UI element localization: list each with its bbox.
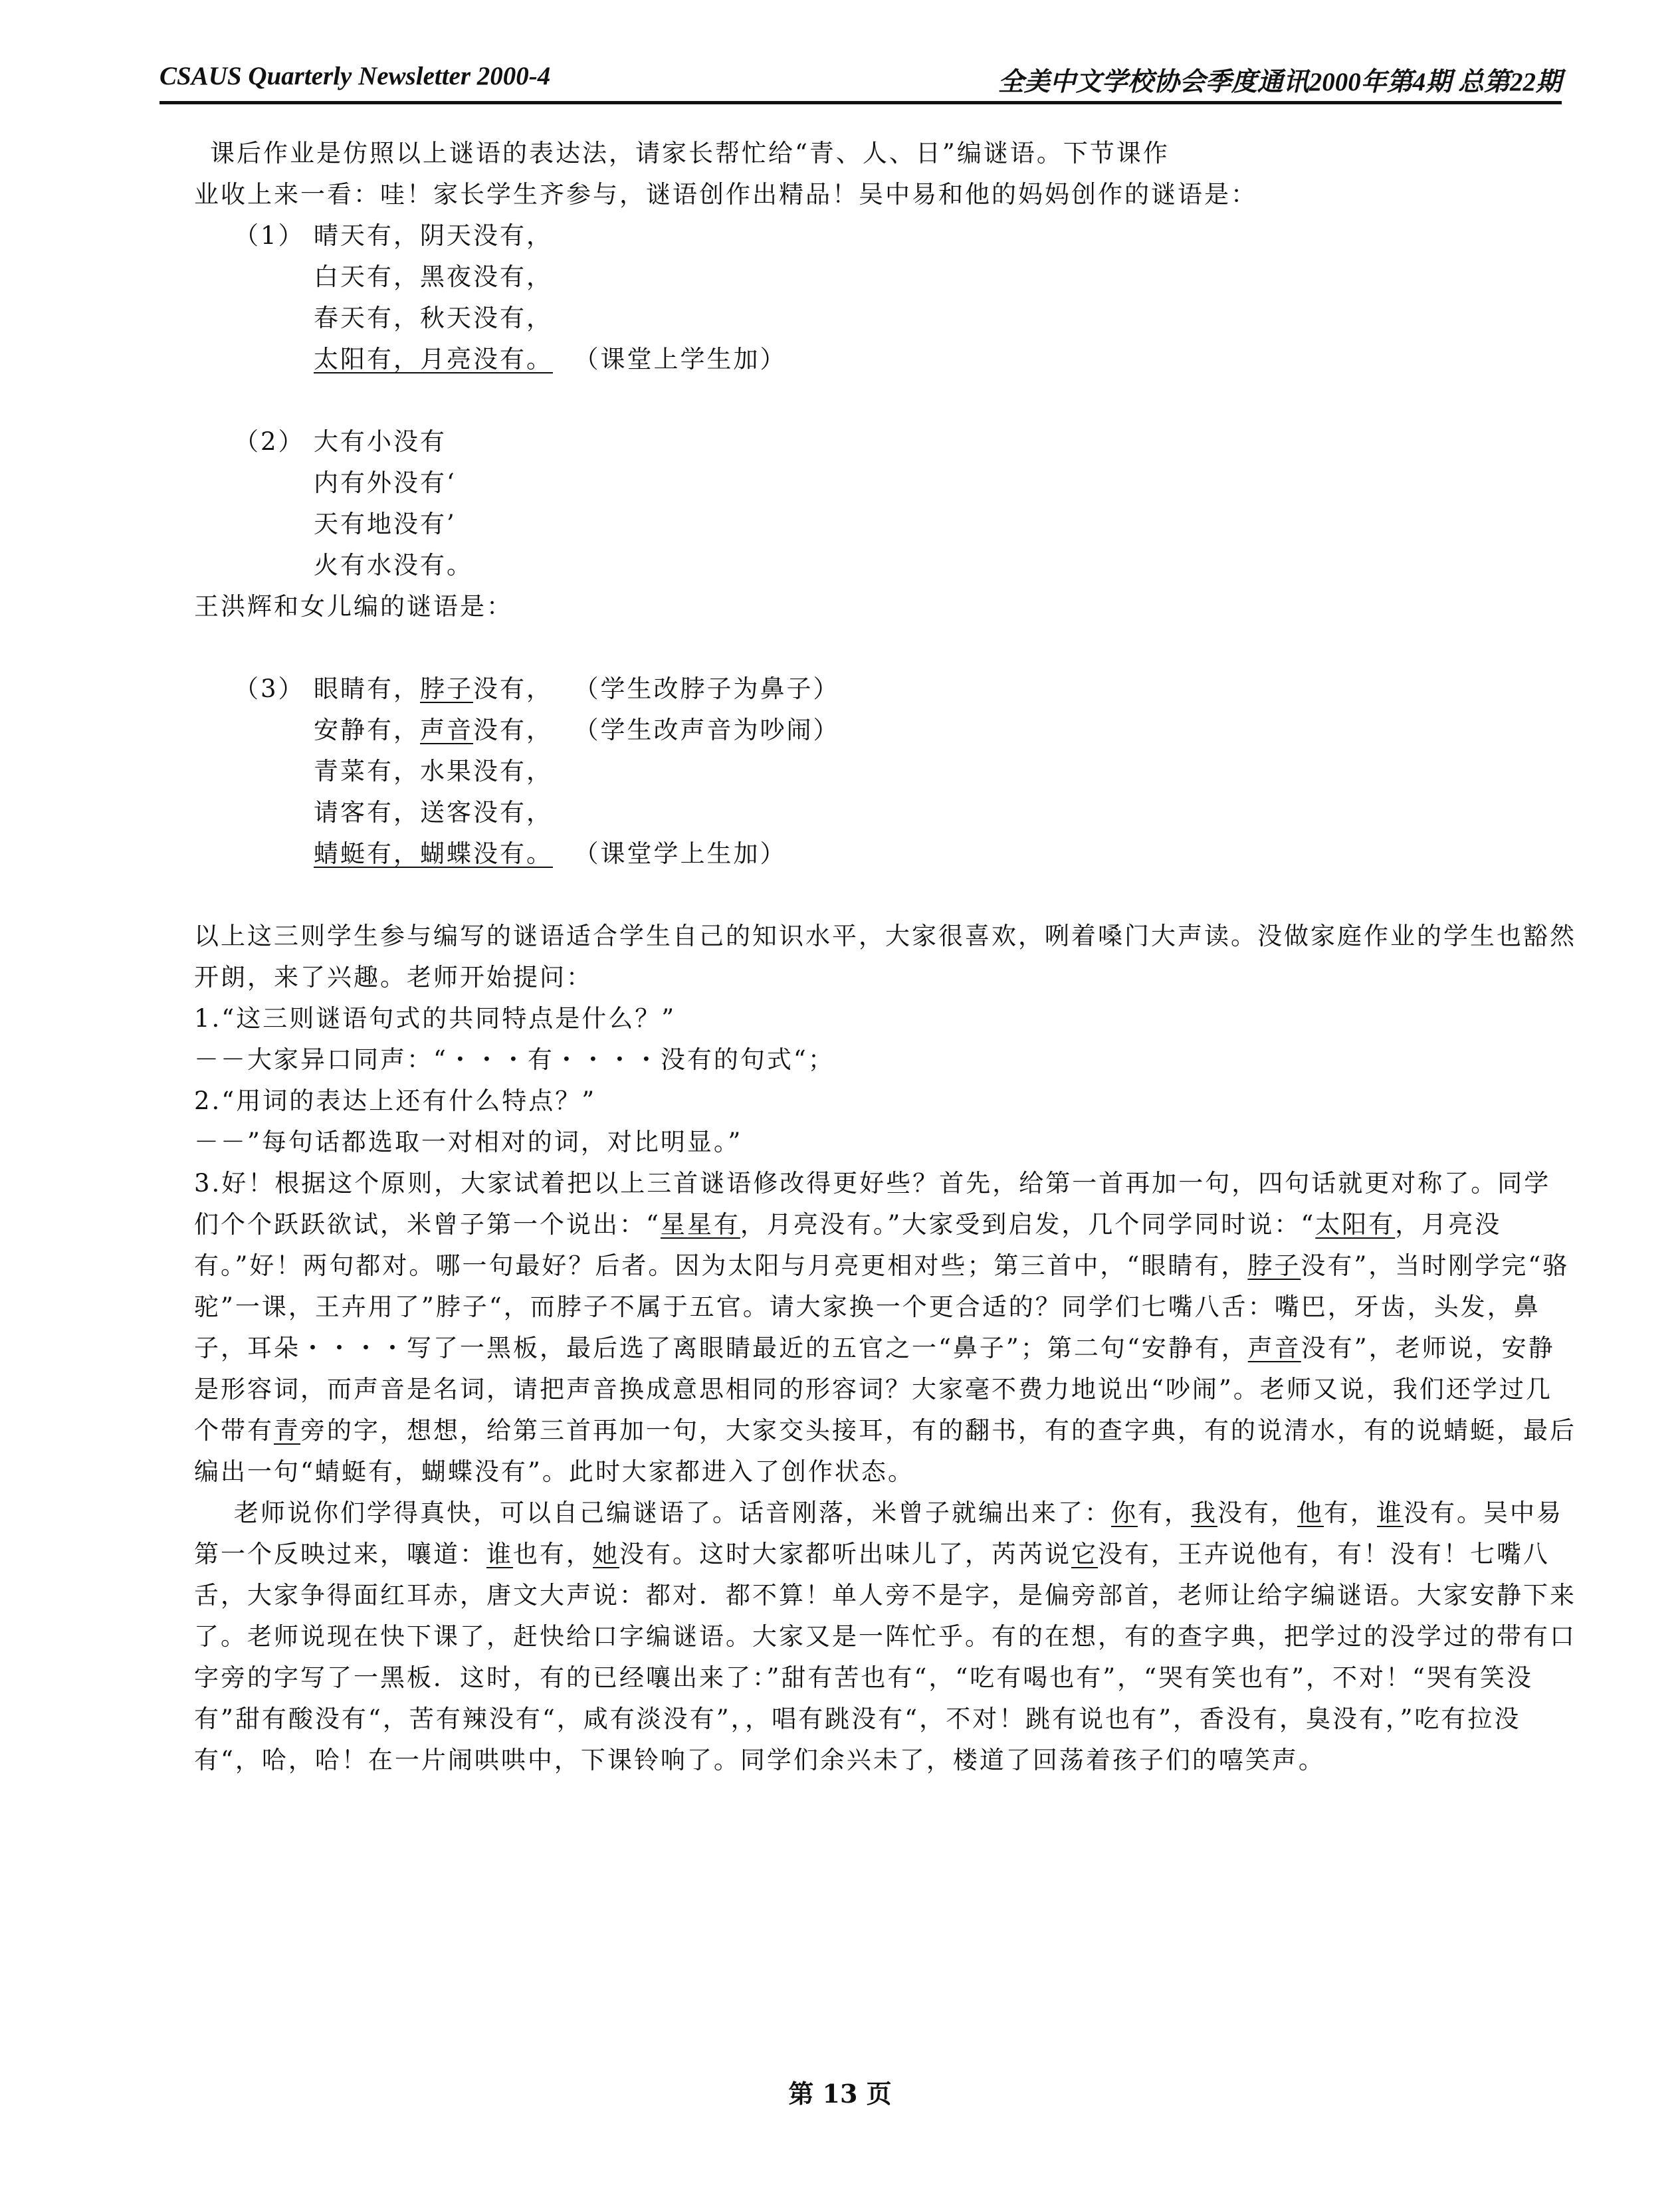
underlined-word: 他 [1297,1499,1324,1527]
underlined-word: 脖子 [1247,1251,1301,1280]
riddle-3-line-added [314,833,1576,875]
riddle-1-line: 晴天有，阴天没有， [314,221,553,250]
underlined-word: 星星有 [660,1210,740,1239]
article-body [194,133,1576,1781]
riddle-3-note: （课堂学上生加） [586,839,787,868]
underlined-word: 太阳有 [1315,1210,1396,1239]
riddle-2 [194,421,1576,586]
underlined-word: 它 [1071,1540,1098,1568]
riddle-1-line: 春天有，秋天没有， [314,304,553,332]
running-header [159,61,1562,101]
body-paragraph-4: 老师说你们学得真快，可以自己编谜语了。话音刚落，米曾子就编出来了：你有，我没有，他有，谁没有。吴中易第一个反映过来，嚷道：谁也有，她没有。这时大家都听出味儿了，芮芮说它没有，王卉说他有，有！没有！七嘴八舌，大家争得面红耳赤，唐文大声说：都对．都不算！单人旁不是字，是偏旁部首，老师让给字编谜语。大家安静下来了。老师说现在快下课了，赶快给口字编谜语。大家又是一阵忙乎。有的在想，有的查字典，把学过的没学过的带有口字旁的字写了一黑板．这时，有的已经嚷出来了：”甜有苦也有“，“吃有喝也有”，“哭有笑也有”，不对！“哭有笑没有”甜有酸没有“，苦有辣没有“，咸有淡没有”，，唱有跳没有“，不对！跳有说也有”，香没有，臭没有，”吃有拉没有“，哈，哈！在一片闹哄哄中，下课铃响了。同学们余兴未了，楼道了回荡着孩子们的嘻笑声。 [194,1499,1576,1774]
riddle-3-line: 眼睛有，脖子没有， （学生改脖子为鼻子） [314,675,840,703]
underlined-word: 她 [593,1540,619,1568]
question-2: 2.“用词的表达上还有什么特点？” [194,1087,597,1115]
answer-1: －－大家异口同声：“・・・有・・・・没有的句式“； [194,1045,835,1074]
page-number: 第 13 页 [788,2079,892,2109]
header-rule [159,101,1562,104]
body-paragraph-1: 以上这三则学生参与编写的谜语适合学生自己的知识水平，大家很喜欢，咧着嗓门大声读。没做家庭作业的学生也豁然开朗，来了兴趣。老师开始提问： [194,922,1576,992]
riddle-1 [194,215,1576,380]
riddle-2-line: 内有外没有‘ [314,469,457,497]
body-paragraph-3: 3.好！根据这个原则，大家试着把以上三首谜语修改得更好些？首先，给第一首再加一句，四句话就更对称了。同学们个个跃跃欲试，米曾子第一个说出：“星星有，月亮没有。”大家受到启发，几个同学同时说：“太阳有，月亮没有。”好！两句都对。哪一句最好？后者。因为太阳与月亮更相对些；第三首中，“眼睛有，脖子没有”，当时刚学完“骆驼”一课，王卉用了”脖子“，而脖子不属于五官。请大家换一个更合适的？同学们七嘴八舌：嘴巴，牙齿，头发，鼻子，耳朵・・・・写了一黑板，最后选了离眼睛最近的五官之一“鼻子”；第二句“安静有，声音没有”，老师说，安静是形容词，而声音是名词，请把声音换成意思相同的形容词？大家毫不费力地说出“吵闹”。老师又说，我们还学过几个带有青旁的字，想想，给第三首再加一句，大家交头接耳，有的翻书，有的查字典，有的说清水，有的说蜻蜓，最后编出一句“蜻蜓有，蝴蝶没有”。此时大家都进入了创作状态。 [194,1169,1576,1486]
riddle-3 [194,669,1576,875]
riddle-3-line: 青菜有，水果没有， [314,757,553,785]
riddle-3-note: （学生改声音为吵闹） [586,716,840,744]
riddle-3-note: （学生改脖子为鼻子） [586,675,840,703]
underlined-word: 我 [1191,1499,1217,1527]
underlined-word: 声音 [1247,1334,1301,1362]
riddle-1-line: 白天有，黑夜没有， [314,262,553,291]
riddle-1-number: （1） [234,221,305,250]
intro-line-1: 课后作业是仿照以上谜语的表达法，请家长帮忙给“青、人、日”编谜语。下节课作 [210,139,1170,167]
underlined-word: 青 [274,1416,300,1445]
riddle-2-line: 大有小没有 [314,427,447,456]
wang-intro: 王洪辉和女儿编的谜语是： [194,592,513,621]
intro-line-2: 业收上来一看：哇！家长学生齐参与，谜语创作出精品！吴中易和他的妈妈创作的谜语是： [194,180,1257,209]
underlined-word: 脖子 [420,675,473,703]
question-1: 1.“这三则谜语句式的共同特点是什么？” [194,1004,677,1033]
underlined-word: 谁 [486,1540,513,1568]
riddle-2-line: 火有水没有。 [314,551,473,579]
riddle-3-added-text: 蜻蜓有，蝴蝶没有。 [314,839,553,868]
riddle-2-line: 天有地没有’ [314,510,457,538]
underlined-word: 谁 [1377,1499,1404,1527]
riddle-1-note: （课堂上学生加） [586,345,787,373]
underlined-word: 声音 [420,716,473,744]
newsletter-title-zh: 全美中文学校协会季度通讯2000年第4期 总第22期 [998,68,1562,96]
riddle-1-added-text: 太阳有，月亮没有。 [314,345,553,373]
riddle-1-line-added [314,339,1576,380]
riddle-3-line: 请客有，送客没有， [314,798,553,827]
underlined-word: 你 [1111,1499,1138,1527]
riddle-2-number: （2） [234,427,305,456]
riddle-3-number: （3） [234,675,305,703]
newsletter-title-en: CSAUS Quarterly Newsletter 2000-4 [159,62,551,90]
answer-2: －－”每句话都选取一对相对的词，对比明显。” [194,1128,743,1156]
riddle-3-line: 安静有，声音没有， （学生改声音为吵闹） [314,716,840,744]
